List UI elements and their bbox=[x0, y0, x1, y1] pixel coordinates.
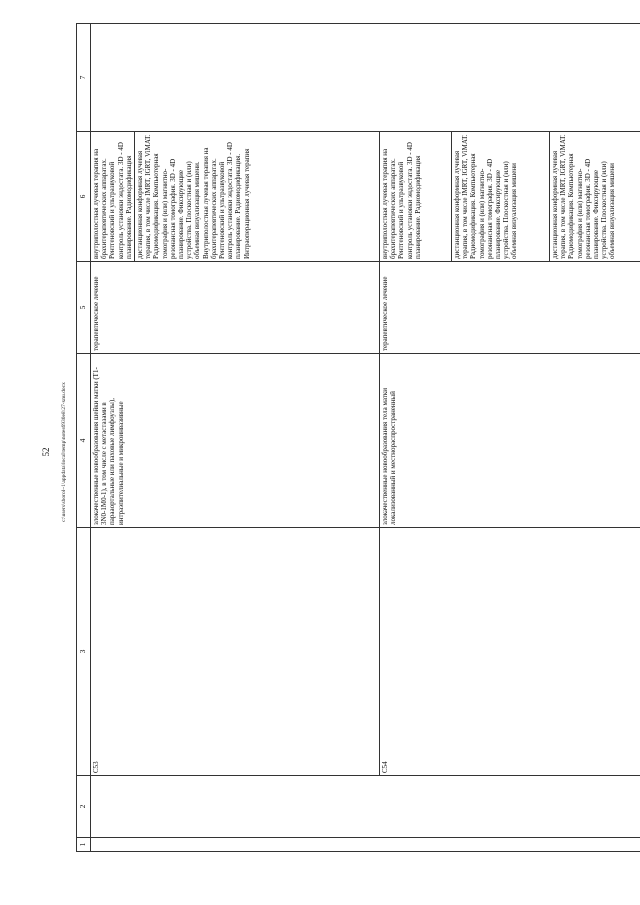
table-cell-care-type: терапевтическое лечение bbox=[91, 262, 380, 354]
table-cell-treatment: внутриполостная лучевая терапия на брахитерапевтических аппаратах. Рентгеновский и ультразвуковой контроль установки эндостата. 3D - 4D планирование. Радиомодификация bbox=[91, 132, 135, 262]
table-cell-code: C54 bbox=[380, 528, 640, 776]
table-cell-col1 bbox=[91, 838, 640, 852]
table-cell-diagnosis: злокачественные новообразования тела матки локализованный и местнораспространенный bbox=[380, 354, 640, 528]
table-cell-code: C53 bbox=[91, 528, 380, 776]
table-cell-col7 bbox=[91, 24, 640, 132]
table-cell-treatment: дистанционная конформная лучевая терапия, в том числе IMRT, IGRT, ViMAT. Радиомодификация. Компьютерная томография и (или) магнитно-резонансная томография. 3D - 4D планирование. Фиксирующие устройства. Плоскостная и (или) объемная визуализация мишени bbox=[550, 132, 640, 262]
table-cell-treatment: внутриполостная лучевая терапия на брахитерапевтических аппаратах. Рентгеновский и ультразвуковой контроль установки эндостата. 3D - 4D планирование. Радиомодификация bbox=[380, 132, 452, 262]
table-cell-care-type: терапевтическое лечение bbox=[380, 262, 640, 354]
column-header: 4 bbox=[77, 354, 91, 528]
column-header: 7 bbox=[77, 24, 91, 132]
page-number-text: 52 bbox=[41, 447, 51, 457]
column-header: 3 bbox=[77, 528, 91, 776]
table-cell-col2 bbox=[91, 776, 640, 838]
column-header: 1 bbox=[77, 838, 91, 852]
rotated-table-container bbox=[76, 24, 624, 852]
table-cell-treatment: дистанционная конформная лучевая терапия, в том числе IMRT, IGRT, ViMAT. Радиомодификация. Компьютерная томография и (или) магнитно-резонансная томография. 3D - 4D планирование. Фиксирующие устройства. Плоскостная и (или) объемная визуализация мишени bbox=[452, 132, 550, 262]
column-header: 6 bbox=[77, 132, 91, 262]
column-header: 2 bbox=[77, 776, 91, 838]
column-number-row bbox=[77, 24, 91, 852]
table-row bbox=[380, 24, 452, 852]
table-cell-diagnosis: злокачественные новообразования шейки матки (T1-3N0-1M0-1), в том числе с метастазами в парааортальные или паховые лимфоузлы), интраэпителиальные и микроинвазивные bbox=[91, 354, 380, 528]
footer-file-path-text: c:\users\sborol~1\appdata\local\temp\notes6930e8\27-xnu.docx bbox=[61, 382, 67, 522]
table-row bbox=[91, 24, 135, 852]
column-header: 5 bbox=[77, 262, 91, 354]
treatment-table bbox=[76, 23, 640, 852]
table-cell-treatment: дистанционная конформная лучевая терапия, в том числе IMRT, IGRT, ViMAT. Радиомодификация. Компьютерная томография и (или) магнитно-резонансная томография. 3D - 4D планирование. Фиксирующие устройства. Плоскостная и (или) объемная визуализация мишени. Внутриполостная лучевая терапия на брахитерапевтических аппаратах. Рентгеновский и ультразвуковой контроль установки эндостата. 3D - 4D планирование. Радиомодификация. Интраоперационная лучевая терапия bbox=[135, 132, 380, 262]
